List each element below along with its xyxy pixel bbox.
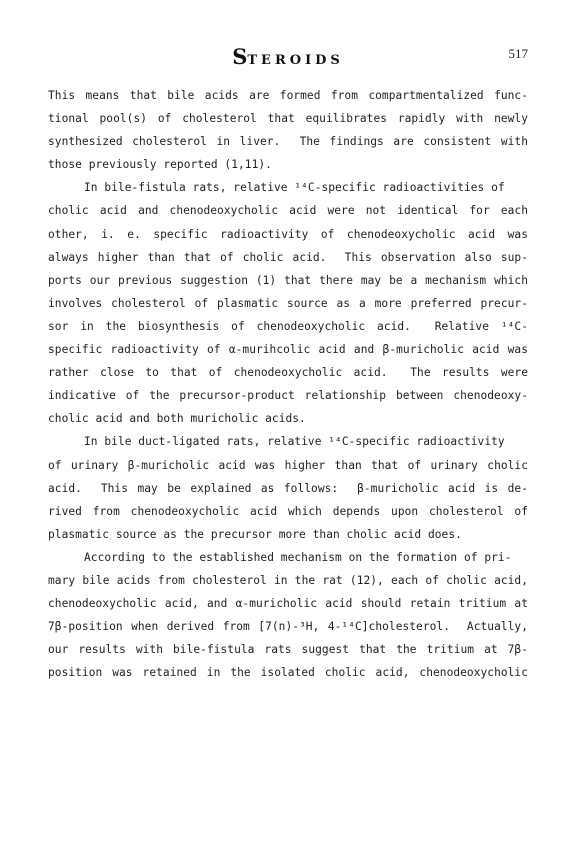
text-line: In bile duct-ligated rats, relative ¹⁴C-specific radioactivity: [84, 435, 505, 449]
text-line: chenodeoxycholic acid, and α-muricholic acid should retain tritium at: [48, 597, 528, 611]
running-header: [0, 40, 576, 69]
text-line: involves cholesterol of plasmatic source as a more preferred precur-: [48, 296, 528, 310]
journal-title: [0, 44, 576, 69]
text-line: of urinary β-muricholic acid was higher than that of urinary cholic: [48, 458, 528, 472]
page-number: 517: [508, 46, 528, 61]
text-line: specific radioactivity of α-murihcolic acid and β-muricholic acid was: [48, 343, 528, 357]
text-line: synthesized cholesterol in liver. The findings are consistent with: [48, 135, 528, 149]
text-line: sor in the biosynthesis of chenodeoxycholic acid. Relative ¹⁴C-: [48, 319, 528, 333]
text-line: indicative of the precursor-product relationship between chenodeoxy-: [48, 389, 528, 403]
text-line: rived from chenodeoxycholic acid which depends upon cholesterol of: [48, 504, 528, 518]
text-line: mary bile acids from cholesterol in the rat (12), each of cholic acid,: [48, 573, 528, 587]
text-line: tional pool(s) of cholesterol that equilibrates rapidly with newly: [48, 112, 528, 126]
text-line: our results with bile-fistula rats suggest that the tritium at 7β-: [48, 643, 528, 657]
text-line: other, i. e. specific radioactivity of chenodeoxycholic acid was: [48, 227, 528, 241]
text-line: rather close to that of chenodeoxycholic acid. The results were: [48, 366, 528, 380]
text-line: In bile-fistula rats, relative ¹⁴C-specific radioactivities of: [84, 181, 505, 195]
text-line: cholic acid and chenodeoxycholic acid were not identical for each: [48, 204, 528, 218]
text-line: those previously reported (1,11).: [48, 158, 272, 172]
text-line: According to the established mechanism on the formation of pri-: [84, 550, 512, 564]
text-line: ports our previous suggestion (1) that there may be a mechanism which: [48, 273, 528, 287]
text-line: cholic acid and both muricholic acids.: [48, 412, 306, 426]
text-line: always higher than that of cholic acid. This observation also sup-: [48, 250, 528, 264]
text-line: position was retained in the isolated cholic acid, chenodeoxycholic: [48, 666, 528, 680]
journal-title-initial: S: [232, 44, 248, 69]
text-line: This means that bile acids are formed from compartmentalized func-: [48, 89, 528, 102]
journal-title-rest: TEROIDS: [247, 53, 344, 68]
text-line: acid. This may be explained as follows: β-muricholic acid is de-: [48, 481, 528, 495]
text-line: plasmatic source as the precursor more than cholic acid does.: [48, 527, 462, 541]
text-line: 7β-position when derived from [7(n)-³H, 4-¹⁴C]cholesterol. Actually,: [48, 620, 528, 634]
body-text: [48, 84, 528, 684]
